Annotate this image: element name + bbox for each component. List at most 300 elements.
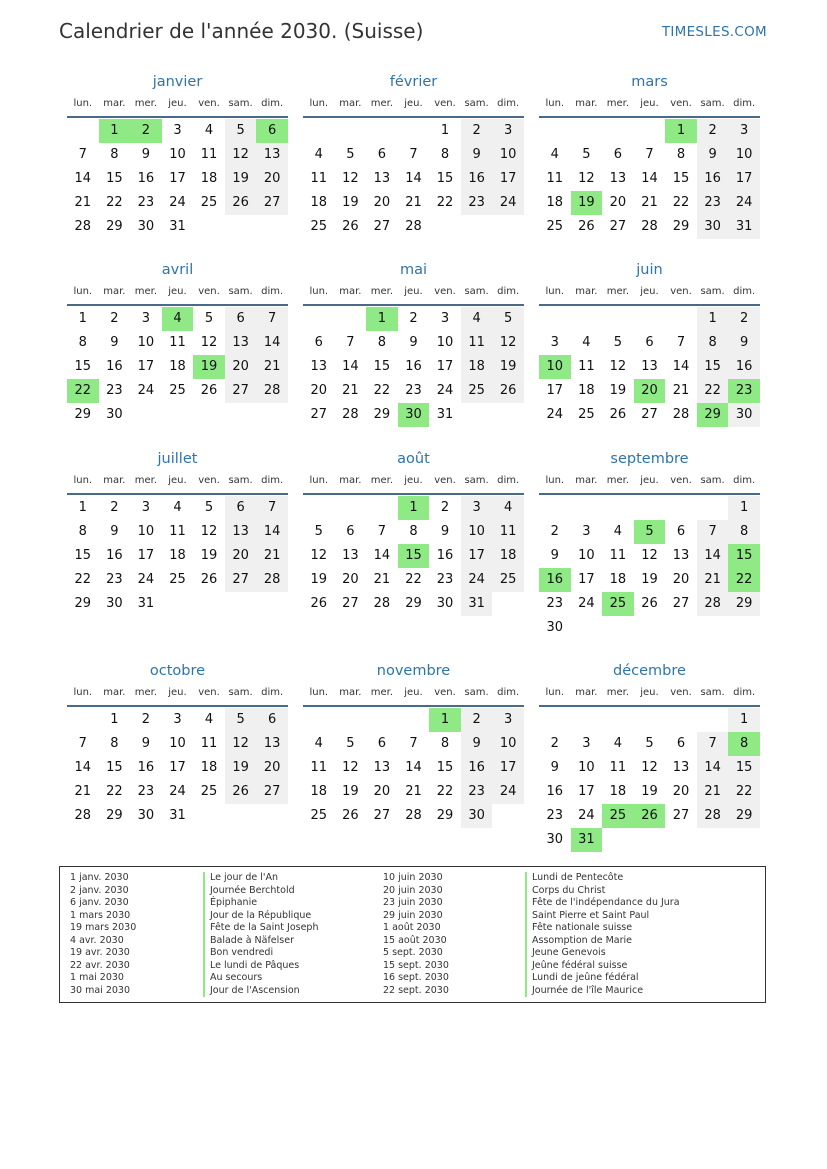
holiday-day-cell: 22 — [728, 568, 760, 592]
day-cell: 3 — [173, 712, 182, 727]
day-cell: 13 — [373, 171, 391, 186]
day-cell: 16 — [106, 359, 123, 374]
day-cell: 16 — [697, 167, 729, 191]
day-cell: 20 — [672, 572, 690, 587]
holiday-day-cell: 31 — [571, 828, 603, 852]
day-cell: 27 — [672, 596, 690, 611]
day-cell: 30 — [106, 596, 123, 611]
day-cell: 28 — [74, 219, 92, 234]
day-cell: 29 — [106, 808, 123, 823]
day-cell: 24 — [137, 572, 155, 587]
empty-day-cell — [335, 119, 367, 143]
day-cell: 5 — [225, 119, 257, 143]
weekday-header — [303, 94, 524, 118]
day-cell: 29 — [436, 808, 454, 823]
holiday-day-cell: 19 — [193, 355, 225, 379]
day-cell: 8 — [377, 335, 387, 350]
day-cell: 3 — [582, 524, 591, 539]
day-cell: 22 — [436, 784, 454, 799]
day-cell: 5 — [346, 736, 355, 751]
day-cell: 7 — [78, 147, 87, 162]
empty-day-cell — [602, 307, 634, 331]
day-cell: 19 — [342, 784, 359, 799]
day-grid — [539, 496, 760, 640]
legend-date: 6 janv. 2030 — [70, 897, 129, 908]
day-cell: 27 — [609, 219, 627, 234]
month-name: juillet — [157, 451, 198, 467]
day-cell: 28 — [405, 808, 422, 823]
day-cell: 28 — [697, 592, 729, 616]
day-cell: 11 — [609, 760, 627, 775]
day-cell: 24 — [492, 191, 524, 215]
day-cell: 22 — [436, 195, 454, 210]
empty-day-cell — [539, 307, 571, 331]
day-cell: 8 — [78, 524, 87, 539]
day-cell: 26 — [200, 572, 218, 587]
day-cell: 29 — [106, 219, 123, 234]
day-cell: 3 — [173, 123, 182, 138]
day-cell: 16 — [137, 171, 155, 186]
day-cell: 22 — [697, 379, 729, 403]
month-avril — [67, 258, 288, 427]
legend-holiday-name: Jour de la République — [203, 910, 318, 923]
day-cell: 24 — [492, 780, 524, 804]
day-cell: 27 — [225, 379, 257, 403]
empty-day-cell — [303, 119, 335, 143]
empty-day-cell — [67, 119, 99, 143]
day-cell: 5 — [645, 736, 654, 751]
day-cell: 4 — [204, 712, 214, 727]
day-cell: 30 — [106, 407, 123, 422]
day-cell: 29 — [405, 596, 422, 611]
day-cell: 16 — [106, 548, 123, 563]
holiday-day-cell: 26 — [634, 804, 666, 828]
weekday-label: dim. — [733, 286, 756, 297]
day-cell: 30 — [697, 215, 729, 239]
legend-holiday-name: Le jour de l'An — [203, 872, 318, 885]
day-cell: 9 — [110, 335, 119, 350]
month-name: mai — [399, 262, 428, 278]
weekday-label: mar. — [339, 286, 362, 297]
day-cell: 6 — [225, 307, 257, 331]
day-cell: 19 — [641, 572, 658, 587]
day-cell: 13 — [256, 143, 288, 167]
legend-holiday-name: Épiphanie — [203, 897, 318, 910]
legend-date: 1 janv. 2030 — [70, 872, 129, 883]
day-cell: 8 — [78, 335, 87, 350]
day-cell: 10 — [169, 147, 186, 162]
day-cell: 25 — [169, 572, 186, 587]
day-cell: 12 — [492, 331, 524, 355]
day-cell: 8 — [110, 147, 119, 162]
day-cell: 26 — [342, 219, 359, 234]
empty-day-cell — [665, 708, 697, 732]
legend-dates-col-2 — [383, 872, 449, 997]
holiday-day-cell: 1 — [366, 307, 398, 331]
day-cell: 21 — [641, 195, 658, 210]
day-cell: 24 — [436, 383, 454, 398]
day-cell: 8 — [110, 736, 119, 751]
day-cell: 28 — [641, 219, 658, 234]
day-cell: 16 — [461, 756, 493, 780]
day-cell: 2 — [550, 736, 559, 751]
day-cell: 3 — [582, 736, 591, 751]
site-logo-link[interactable]: TIMESLES.COM — [661, 24, 767, 40]
weekday-label: dim. — [261, 286, 284, 297]
day-cell: 24 — [546, 407, 564, 422]
weekday-label: lun. — [309, 687, 329, 698]
day-cell: 2 — [440, 500, 450, 515]
day-cell: 18 — [310, 195, 328, 210]
weekday-label: ven. — [670, 98, 692, 109]
holiday-day-cell: 15 — [728, 544, 760, 568]
day-cell: 29 — [74, 407, 92, 422]
legend-date: 1 août 2030 — [383, 922, 441, 933]
empty-day-cell — [634, 708, 666, 732]
day-cell: 12 — [641, 760, 658, 775]
weekday-label: ven. — [434, 475, 456, 486]
day-cell: 6 — [613, 147, 623, 162]
day-cell: 11 — [310, 760, 328, 775]
day-cell: 8 — [440, 147, 450, 162]
day-cell: 14 — [74, 760, 92, 775]
weekday-header — [539, 282, 760, 306]
day-cell: 24 — [169, 784, 186, 799]
weekday-label: mar. — [103, 98, 126, 109]
day-cell: 16 — [436, 548, 454, 563]
weekday-label: mer. — [370, 475, 394, 486]
day-cell: 15 — [697, 355, 729, 379]
weekday-label: jeu. — [168, 687, 187, 698]
day-cell: 10 — [492, 143, 524, 167]
weekday-label: ven. — [670, 475, 692, 486]
day-cell: 20 — [256, 167, 288, 191]
day-cell: 9 — [461, 732, 493, 756]
day-cell: 20 — [373, 195, 391, 210]
day-cell: 14 — [405, 760, 422, 775]
weekday-label: dim. — [261, 475, 284, 486]
legend-date: 23 juin 2030 — [383, 897, 443, 908]
empty-day-cell — [571, 496, 603, 520]
weekday-label: mar. — [103, 286, 126, 297]
day-grid — [303, 708, 524, 828]
month-mai — [303, 258, 524, 427]
day-cell: 28 — [672, 407, 690, 422]
day-cell: 3 — [492, 119, 524, 143]
holiday-legend — [59, 866, 766, 1003]
day-cell: 26 — [641, 596, 658, 611]
legend-date: 30 mai 2030 — [70, 984, 131, 996]
day-cell: 13 — [342, 548, 359, 563]
day-cell: 16 — [728, 355, 760, 379]
empty-day-cell — [335, 708, 367, 732]
weekday-label: mer. — [606, 286, 630, 297]
day-cell: 7 — [676, 335, 686, 350]
month-name: décembre — [613, 663, 686, 679]
day-cell: 5 — [582, 147, 591, 162]
empty-day-cell — [602, 496, 634, 520]
month-name: août — [397, 451, 430, 467]
day-cell: 6 — [377, 147, 387, 162]
holiday-day-cell: 25 — [602, 804, 634, 828]
day-cell: 1 — [78, 500, 87, 515]
day-cell: 11 — [200, 736, 218, 751]
day-cell: 3 — [141, 500, 151, 515]
day-cell: 23 — [461, 780, 493, 804]
day-cell: 11 — [492, 520, 524, 544]
weekday-label: ven. — [198, 286, 220, 297]
day-cell: 20 — [225, 544, 257, 568]
day-cell: 18 — [169, 548, 186, 563]
legend-holiday-name: Fête de l'indépendance du Jura — [525, 897, 680, 910]
day-cell: 12 — [225, 732, 257, 756]
empty-day-cell — [539, 708, 571, 732]
day-cell: 7 — [256, 496, 288, 520]
weekday-label: lun. — [309, 475, 329, 486]
holiday-day-cell: 1 — [665, 119, 697, 143]
day-cell: 20 — [342, 572, 359, 587]
day-grid — [303, 496, 524, 616]
day-cell: 30 — [436, 596, 454, 611]
day-cell: 10 — [728, 143, 760, 167]
day-cell: 17 — [169, 171, 186, 186]
day-cell: 2 — [697, 119, 729, 143]
day-cell: 29 — [728, 804, 760, 828]
day-cell: 19 — [225, 756, 257, 780]
day-cell: 18 — [546, 195, 564, 210]
day-cell: 14 — [697, 544, 729, 568]
legend-date: 10 juin 2030 — [383, 872, 443, 883]
day-cell: 22 — [74, 572, 92, 587]
day-cell: 20 — [256, 756, 288, 780]
weekday-label: mer. — [134, 98, 158, 109]
holiday-day-cell: 2 — [130, 119, 162, 143]
day-cell: 26 — [578, 219, 595, 234]
day-cell: 13 — [225, 520, 257, 544]
weekday-label: mer. — [370, 98, 394, 109]
weekday-label: sam. — [464, 98, 489, 109]
empty-day-cell — [602, 119, 634, 143]
day-cell: 24 — [578, 596, 595, 611]
day-cell: 5 — [613, 335, 623, 350]
day-cell: 18 — [461, 355, 493, 379]
day-cell: 17 — [546, 383, 564, 398]
legend-holiday-name: Balade à Näfelser — [203, 935, 318, 948]
day-cell: 13 — [672, 548, 690, 563]
day-cell: 5 — [204, 500, 214, 515]
weekday-label: ven. — [434, 286, 456, 297]
day-cell: 12 — [609, 359, 627, 374]
day-cell: 21 — [256, 355, 288, 379]
day-cell: 8 — [728, 520, 760, 544]
day-cell: 23 — [137, 784, 155, 799]
day-cell: 17 — [137, 359, 155, 374]
day-cell: 4 — [613, 524, 623, 539]
day-grid — [67, 708, 288, 828]
day-cell: 20 — [310, 383, 328, 398]
day-cell: 18 — [200, 171, 218, 186]
month-name: octobre — [149, 663, 206, 679]
weekday-label: ven. — [198, 687, 220, 698]
weekday-header — [67, 94, 288, 118]
weekday-label: jeu. — [640, 98, 659, 109]
empty-day-cell — [697, 496, 729, 520]
holiday-day-cell: 16 — [539, 568, 571, 592]
weekday-label: mar. — [103, 687, 126, 698]
weekday-label: jeu. — [640, 475, 659, 486]
day-cell: 3 — [728, 119, 760, 143]
day-cell: 23 — [546, 596, 564, 611]
day-cell: 18 — [169, 359, 186, 374]
day-cell: 13 — [225, 331, 257, 355]
weekday-label: mer. — [606, 98, 630, 109]
day-cell: 29 — [373, 407, 391, 422]
day-cell: 26 — [310, 596, 328, 611]
month-name: septembre — [610, 451, 689, 467]
day-cell: 17 — [728, 167, 760, 191]
day-cell: 12 — [200, 335, 218, 350]
day-cell: 6 — [645, 335, 654, 350]
day-cell: 7 — [645, 147, 654, 162]
legend-names-col-1 — [203, 872, 318, 997]
day-cell: 20 — [225, 355, 257, 379]
day-cell: 15 — [373, 359, 391, 374]
weekday-label: mar. — [339, 98, 362, 109]
holiday-day-cell: 10 — [539, 355, 571, 379]
day-cell: 28 — [697, 804, 729, 828]
day-cell: 20 — [609, 195, 627, 210]
day-cell: 12 — [200, 524, 218, 539]
day-cell: 27 — [641, 407, 658, 422]
weekday-label: sam. — [700, 475, 725, 486]
day-cell: 5 — [314, 524, 323, 539]
weekday-label: dim. — [497, 687, 520, 698]
day-cell: 14 — [74, 171, 92, 186]
day-cell: 30 — [137, 808, 155, 823]
day-cell: 4 — [314, 736, 323, 751]
day-cell: 6 — [377, 736, 387, 751]
day-cell: 15 — [106, 760, 123, 775]
month-name: février — [389, 74, 438, 90]
day-cell: 21 — [74, 784, 92, 799]
day-cell: 28 — [405, 219, 422, 234]
day-cell: 27 — [373, 808, 391, 823]
day-cell: 24 — [169, 195, 186, 210]
day-cell: 26 — [492, 379, 524, 403]
legend-holiday-name: Jeûne fédéral suisse — [525, 960, 680, 973]
day-cell: 14 — [373, 548, 391, 563]
day-cell: 15 — [728, 756, 760, 780]
weekday-label: dim. — [261, 98, 284, 109]
day-cell: 19 — [342, 195, 359, 210]
day-cell: 18 — [578, 383, 595, 398]
weekday-label: jeu. — [404, 98, 423, 109]
day-cell: 26 — [609, 407, 627, 422]
holiday-day-cell: 20 — [634, 379, 666, 403]
legend-holiday-name: Saint Pierre et Saint Paul — [525, 910, 680, 923]
day-cell: 31 — [461, 592, 493, 616]
weekday-label: sam. — [700, 98, 725, 109]
day-cell: 29 — [672, 219, 690, 234]
day-cell: 16 — [405, 359, 422, 374]
day-cell: 25 — [200, 195, 218, 210]
weekday-label: mer. — [134, 286, 158, 297]
weekday-label: mar. — [575, 286, 598, 297]
day-grid — [303, 119, 524, 239]
day-cell: 11 — [169, 335, 186, 350]
weekday-label: mar. — [339, 687, 362, 698]
month-septembre — [539, 447, 760, 640]
holiday-day-cell: 15 — [398, 544, 430, 568]
day-cell: 6 — [676, 524, 686, 539]
weekday-header — [303, 471, 524, 495]
day-cell: 12 — [342, 171, 359, 186]
day-cell: 14 — [672, 359, 690, 374]
weekday-label: mer. — [606, 687, 630, 698]
day-cell: 28 — [256, 379, 288, 403]
legend-date: 19 mars 2030 — [70, 922, 137, 933]
day-cell: 21 — [405, 195, 422, 210]
empty-day-cell — [539, 119, 571, 143]
month-name: mars — [631, 74, 668, 90]
legend-date: 22 sept. 2030 — [383, 984, 449, 996]
day-cell: 28 — [373, 596, 391, 611]
month-name: avril — [161, 262, 194, 278]
day-cell: 14 — [256, 331, 288, 355]
day-cell: 23 — [405, 383, 422, 398]
day-cell: 11 — [546, 171, 564, 186]
month-juin — [539, 258, 760, 427]
weekday-label: mar. — [575, 687, 598, 698]
weekday-label: dim. — [497, 475, 520, 486]
day-cell: 22 — [373, 383, 391, 398]
month-name: novembre — [376, 663, 451, 679]
day-cell: 22 — [728, 780, 760, 804]
day-cell: 23 — [546, 808, 564, 823]
day-cell: 30 — [461, 804, 493, 828]
day-cell: 10 — [578, 548, 595, 563]
day-cell: 10 — [578, 760, 595, 775]
day-cell: 11 — [461, 331, 493, 355]
day-cell: 11 — [310, 171, 328, 186]
legend-holiday-name: Assomption de Marie — [525, 935, 680, 948]
day-cell: 28 — [342, 407, 359, 422]
day-cell: 26 — [342, 808, 359, 823]
day-cell: 4 — [550, 147, 559, 162]
legend-date: 29 juin 2030 — [383, 909, 443, 921]
day-cell: 26 — [225, 191, 257, 215]
day-cell: 9 — [550, 548, 559, 563]
empty-day-cell — [571, 307, 603, 331]
day-cell: 25 — [546, 219, 564, 234]
weekday-label: lun. — [545, 687, 565, 698]
weekday-label: jeu. — [640, 687, 659, 698]
day-cell: 7 — [346, 335, 355, 350]
holiday-day-cell: 25 — [602, 592, 634, 616]
day-cell: 21 — [697, 780, 729, 804]
legend-holiday-name: Fête nationale suisse — [525, 922, 680, 935]
empty-day-cell — [539, 496, 571, 520]
day-cell: 30 — [137, 219, 155, 234]
weekday-label: mer. — [606, 475, 630, 486]
legend-holiday-name: Corps du Christ — [525, 885, 680, 898]
legend-holiday-name: Le lundi de Pâques — [203, 960, 318, 973]
day-cell: 23 — [106, 383, 123, 398]
month-février — [303, 70, 524, 239]
day-cell: 17 — [461, 544, 493, 568]
day-cell: 7 — [409, 147, 418, 162]
day-cell: 24 — [137, 383, 155, 398]
